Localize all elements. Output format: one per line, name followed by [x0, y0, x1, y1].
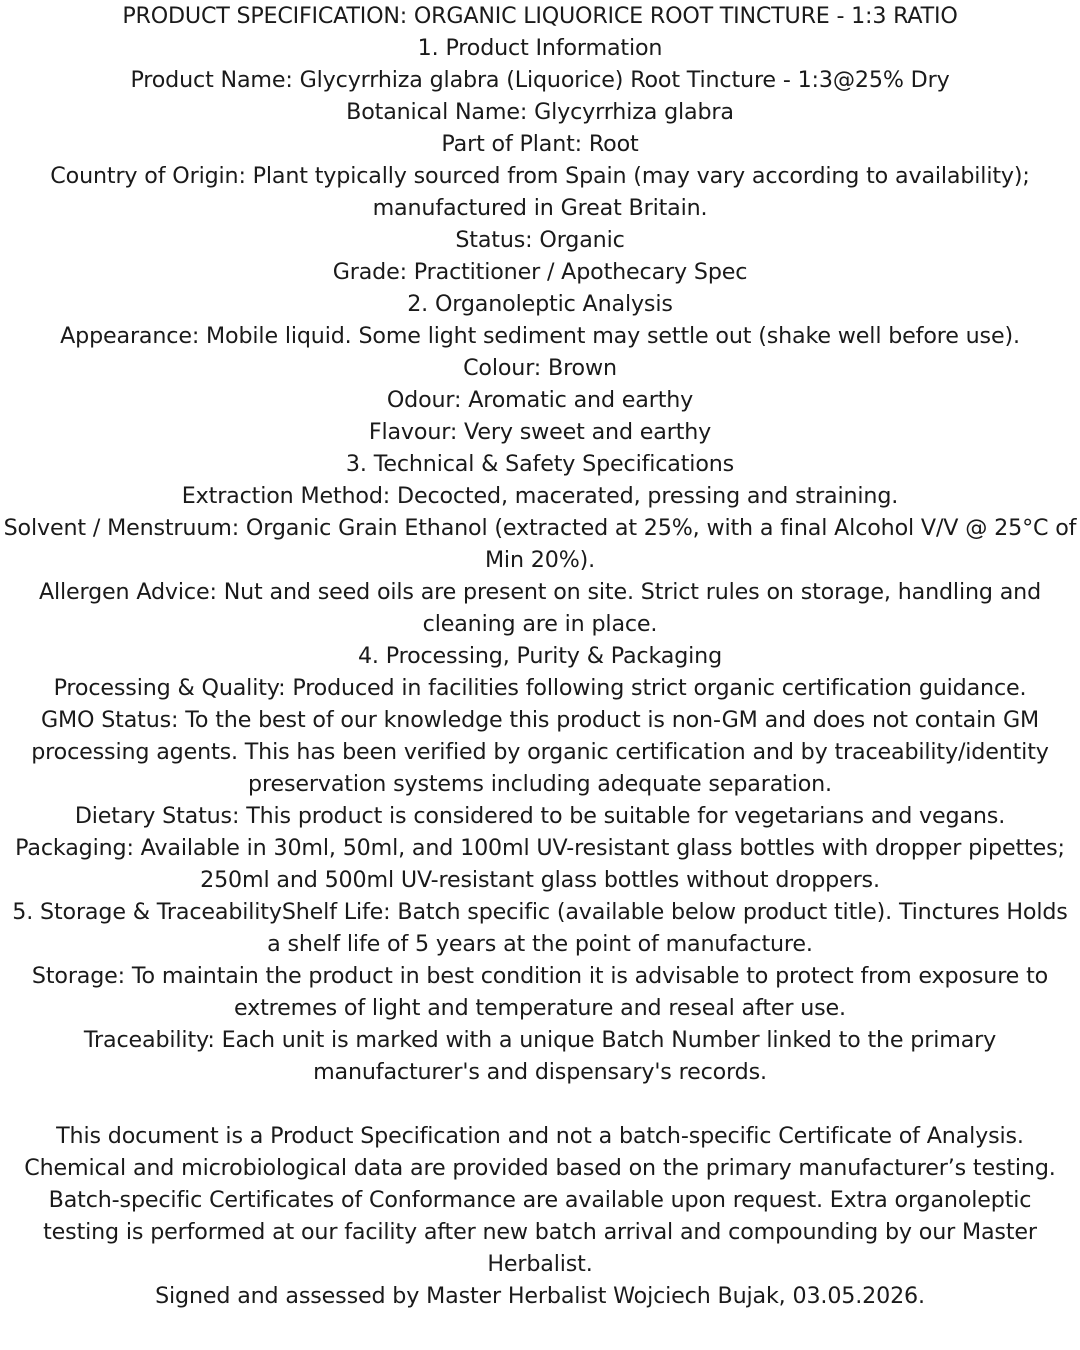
part-of-plant: Part of Plant: Root [441, 131, 639, 157]
allergen-advice-continued: cleaning are in place. [422, 611, 658, 637]
appearance: Appearance: Mobile liquid. Some light sediment may settle out (shake well before use). [60, 323, 1020, 349]
botanical-name: Botanical Name: Glycyrrhiza glabra [346, 99, 734, 125]
solvent-menstruum: Solvent / Menstruum: Organic Grain Ethanol (extracted at 25%, with a final Alcohol V/V @ 25°C of [3, 515, 1077, 541]
section-heading-organoleptic-analysis: 2. Organoleptic Analysis [407, 291, 673, 317]
disclaimer-line-2: Chemical and microbiological data are provided based on the primary manufacturer’s testing. [24, 1155, 1056, 1181]
disclaimer-line-4: testing is performed at our facility after new batch arrival and compounding by our Master [43, 1219, 1037, 1245]
dietary-status: Dietary Status: This product is considered to be suitable for vegetarians and vegans. [74, 803, 1006, 829]
country-of-origin-continued: manufactured in Great Britain. [372, 195, 708, 221]
allergen-advice: Allergen Advice: Nut and seed oils are present on site. Strict rules on storage, handling and [38, 579, 1042, 605]
solvent-menstruum-continued: Min 20%). [484, 547, 596, 573]
product-name: Product Name: Glycyrrhiza glabra (Liquorice) Root Tincture - 1:3@25% Dry [130, 67, 950, 93]
processing-quality: Processing & Quality: Produced in facilities following strict organic certification guidance. [53, 675, 1027, 701]
section-heading-product-information: 1. Product Information [417, 35, 663, 61]
spacer [0, 1088, 1080, 1120]
document-title: PRODUCT SPECIFICATION: ORGANIC LIQUORICE ROOT TINCTURE - 1:3 RATIO [122, 3, 958, 29]
storage-continued: extremes of light and temperature and reseal after use. [234, 995, 846, 1021]
country-of-origin: Country of Origin: Plant typically sourced from Spain (may vary according to availability); [50, 163, 1030, 189]
gmo-status: GMO Status: To the best of our knowledge this product is non-GM and does not contain GM [41, 707, 1039, 733]
odour: Odour: Aromatic and earthy [386, 387, 694, 413]
packaging-continued: 250ml and 500ml UV-resistant glass bottles without droppers. [200, 867, 880, 893]
traceability-continued: manufacturer's and dispensary's records. [313, 1059, 767, 1085]
gmo-status-continued-2: preservation systems including adequate separation. [248, 771, 832, 797]
status: Status: Organic [455, 227, 625, 253]
shelf-life-continued: a shelf life of 5 years at the point of manufacture. [267, 931, 813, 957]
section-heading-processing-purity-packaging: 4. Processing, Purity & Packaging [357, 643, 723, 669]
packaging: Packaging: Available in 30ml, 50ml, and 100ml UV-resistant glass bottles with dropper pipettes; [15, 835, 1065, 861]
disclaimer-line-5: Herbalist. [487, 1251, 593, 1277]
storage-traceability-shelf-life: 5. Storage & TraceabilityShelf Life: Batch specific (available below product title). Tinctures Holds [12, 899, 1068, 925]
flavour: Flavour: Very sweet and earthy [368, 419, 712, 445]
colour: Colour: Brown [463, 355, 617, 381]
grade: Grade: Practitioner / Apothecary Spec [332, 259, 748, 285]
traceability: Traceability: Each unit is marked with a unique Batch Number linked to the primary [83, 1027, 997, 1053]
storage: Storage: To maintain the product in best condition it is advisable to protect from exposure to [31, 963, 1049, 989]
gmo-status-continued: processing agents. This has been verified by organic certification and by traceability/identity [31, 739, 1049, 765]
signature-line: Signed and assessed by Master Herbalist Wojciech Bujak, 03.05.2026. [155, 1283, 925, 1309]
section-heading-technical-safety: 3. Technical & Safety Specifications [345, 451, 735, 477]
disclaimer-line-3: Batch-specific Certificates of Conformance are available upon request. Extra organoleptic [48, 1187, 1032, 1213]
disclaimer-line-1: This document is a Product Specification and not a batch-specific Certificate of Analysis. [56, 1123, 1024, 1149]
extraction-method: Extraction Method: Decocted, macerated, pressing and straining. [181, 483, 899, 509]
